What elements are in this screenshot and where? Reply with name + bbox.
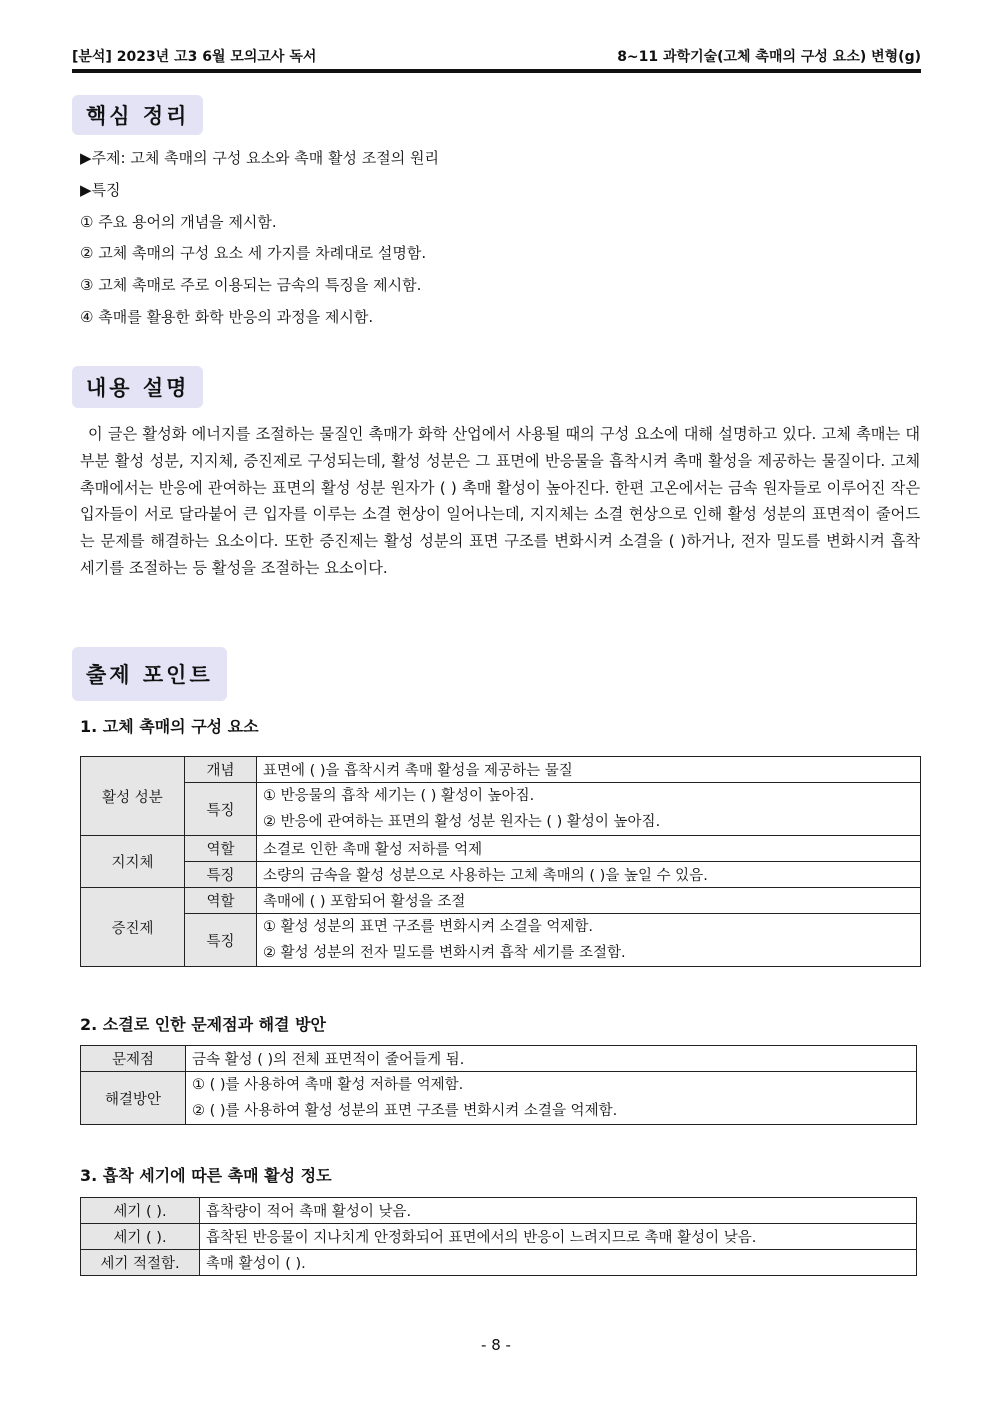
problem-text: 금속 활성 ( )의 전체 표면적이 줄어들게 됨. <box>186 1046 917 1072</box>
points-section-title: 출제 포인트 <box>72 647 227 701</box>
active-features-cell <box>257 783 921 836</box>
page-header <box>72 44 921 68</box>
summary-topic: ▶주제: 고체 촉매의 구성 요소와 촉매 활성 조절의 원리 <box>80 149 440 167</box>
solution-1: ① ( )를 사용하여 촉매 활성 저하를 억제함. <box>192 1077 464 1093</box>
sintering-table <box>80 1045 917 1125</box>
adsorption-row-label: 세기 적절함. <box>81 1250 200 1276</box>
summary-feature-2: ② 고체 촉매의 구성 요소 세 가지를 차례대로 설명함. <box>80 244 427 262</box>
active-concept-label: 개념 <box>185 757 257 783</box>
header-right-title: 8~11 과학기술(고체 촉매의 구성 요소) 변형(g) <box>617 49 921 65</box>
promoter-feature-1: ① 활성 성분의 표면 구조를 변화시켜 소결을 억제함. <box>263 919 594 935</box>
adsorption-row-desc: 흡착된 반응물이 지나치게 안정화되어 표면에서의 반응이 느려지므로 촉매 활성이 낮음. <box>200 1224 917 1250</box>
adsorption-row-label: 세기 ( ). <box>81 1224 200 1250</box>
support-role-label: 역할 <box>185 836 257 862</box>
solutions-cell <box>186 1072 917 1125</box>
summary-feature-3: ③ 고체 촉매로 주로 이용되는 금속의 특징을 제시함. <box>80 276 422 294</box>
promoter-component-name: 증진제 <box>81 888 185 967</box>
summary-feature-4: ④ 촉매를 활용한 화학 반응의 과정을 제시함. <box>80 308 374 326</box>
content-section-title: 내용 설명 <box>72 366 203 408</box>
promoter-role: 촉매에 ( ) 포함되어 활성을 조절 <box>257 888 921 914</box>
section2-title: 2. 소결로 인한 문제점과 해결 방안 <box>80 1015 326 1034</box>
problem-label: 문제점 <box>81 1046 186 1072</box>
active-feature-label: 특징 <box>185 783 257 836</box>
summary-features-label: ▶특징 <box>80 181 121 199</box>
adsorption-table <box>80 1197 917 1276</box>
active-feature-1: ① 반응물의 흡착 세기는 ( ) 활성이 높아짐. <box>263 788 535 804</box>
support-feature-label: 특징 <box>185 862 257 888</box>
support-component-name: 지지체 <box>81 836 185 888</box>
adsorption-row-desc: 흡착량이 적어 촉매 활성이 낮음. <box>200 1198 917 1224</box>
support-role: 소결로 인한 촉매 활성 저하를 억제 <box>257 836 921 862</box>
promoter-features-cell <box>257 914 921 967</box>
content-paragraph: 이 글은 활성화 에너지를 조절하는 물질인 촉매가 화학 산업에서 사용될 때의 구성 요소에 대해 설명하고 있다. 고체 촉매는 대부분 활성 성분, 지지체, 증진제로 구성되는데, 활성 성분은 그 표면에 반응물을 흡착시켜 촉매 활성을 제공하는 물질이다. 고체 촉매에서는 반응에 관여하는 표면의 활성 성분 원자가 ( ) 촉매 활성이 높아진다. 한편 고온에서는 금속 원자들로 이루어진 작은 입자들이 서로 달라붙어 큰 입자를 이루는 소결 현상이 일어나는데, 지지체는 소결 현상으로 인해 활성 성분의 표면적이 줄어드는 문제를 해결하는 요소이다. 또한 증진제는 활성 성분의 표면 구조를 변화시켜 소결을 ( )하거나, 전자 밀도를 변화시켜 흡착 세기를 조절하는 등 활성을 조절하는 요소이다. <box>80 425 920 577</box>
solution-2: ② ( )를 사용하여 활성 성분의 표면 구조를 변화시켜 소결을 억제함. <box>192 1103 618 1119</box>
adsorption-row-label: 세기 ( ). <box>81 1198 200 1224</box>
section1-title: 1. 고체 촉매의 구성 요소 <box>80 717 259 736</box>
promoter-role-label: 역할 <box>185 888 257 914</box>
support-feature: 소량의 금속을 활성 성분으로 사용하는 고체 촉매의 ( )을 높일 수 있음. <box>257 862 921 888</box>
solution-label: 해결방안 <box>81 1072 186 1125</box>
summary-section-title: 핵심 정리 <box>72 95 203 135</box>
header-rule <box>72 69 921 73</box>
section3-title: 3. 흡착 세기에 따른 촉매 활성 정도 <box>80 1166 332 1185</box>
page-number: - 8 - <box>481 1336 511 1354</box>
promoter-feature-2: ② 활성 성분의 전자 밀도를 변화시켜 흡착 세기를 조절함. <box>263 945 626 961</box>
active-concept: 표면에 ( )을 흡착시켜 촉매 활성을 제공하는 물질 <box>257 757 921 783</box>
summary-feature-1: ① 주요 용어의 개념을 제시함. <box>80 213 277 231</box>
active-feature-2: ② 반응에 관여하는 표면의 활성 성분 원자는 ( ) 활성이 높아짐. <box>263 814 661 830</box>
components-table <box>80 756 921 967</box>
promoter-feature-label: 특징 <box>185 914 257 967</box>
header-left-title: [분석] 2023년 고3 6월 모의고사 독서 <box>72 49 317 65</box>
active-component-name: 활성 성분 <box>81 757 185 836</box>
adsorption-row-desc: 촉매 활성이 ( ). <box>200 1250 917 1276</box>
